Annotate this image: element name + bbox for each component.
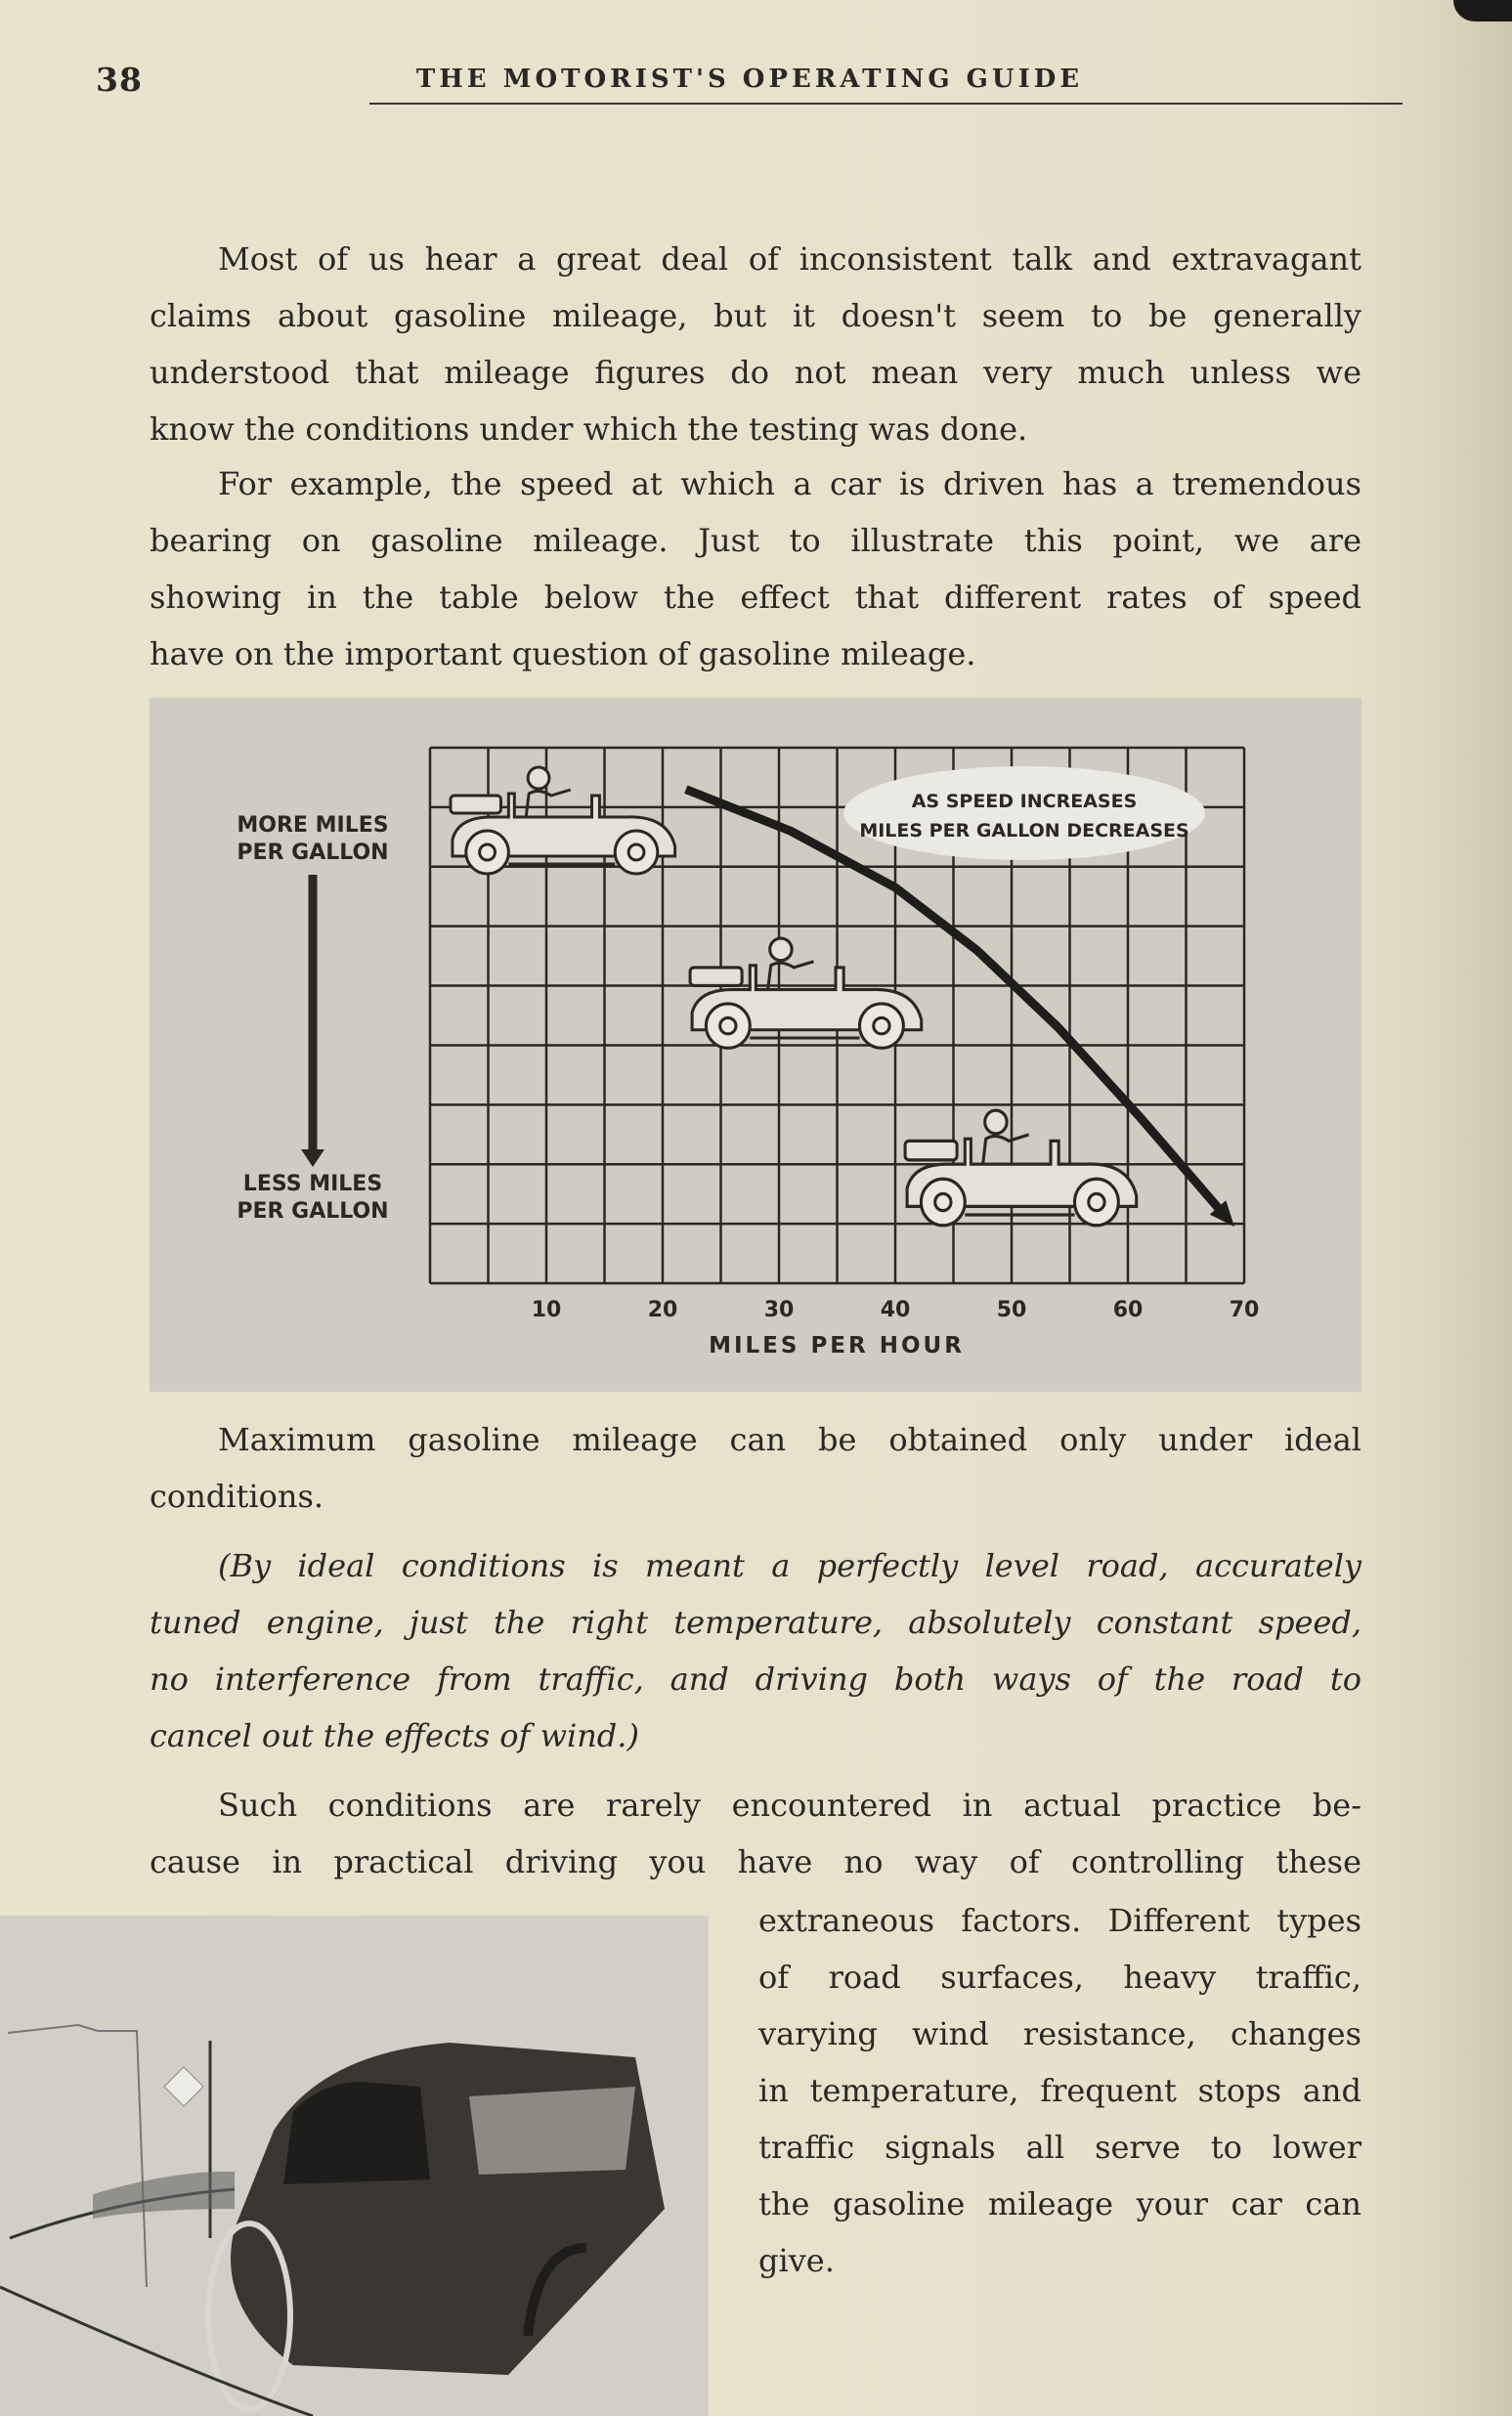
text-line: Most of us hear a great deal of inconsistent talk and extravagant <box>218 240 1361 278</box>
slow-car-illustration <box>451 767 675 874</box>
text-line: know the conditions under which the testing was done. <box>150 410 1028 448</box>
chart-svg <box>150 698 1361 1392</box>
paragraph-6 <box>758 1892 1361 2289</box>
x-tick-label: 60 <box>1112 1298 1144 1322</box>
text-line: bearing on gasoline mileage. Just to illustrate this point, we are <box>150 522 1361 559</box>
y-direction-arrow-head <box>301 1149 324 1167</box>
road-sign <box>164 2067 203 2106</box>
paragraph-5 <box>150 1777 1361 1890</box>
medium-speed-car-illustration <box>690 938 922 1048</box>
page-number: 38 <box>96 61 143 99</box>
text-line: of road surfaces, heavy traffic, <box>758 1959 1361 1996</box>
text-line: in temperature, frequent stops and <box>758 2072 1361 2109</box>
text-line: understood that mileage figures do not mean very much unless we <box>150 354 1361 391</box>
text-line: extraneous factors. Different types <box>758 1902 1361 1939</box>
paragraph-ideal-conditions <box>150 1537 1361 1764</box>
text-line: For example, the speed at which a car is driven has a tremendous <box>218 465 1361 502</box>
text-line: the gasoline mileage your car can <box>758 2185 1361 2222</box>
text-line: cause in practical driving you have no way of controlling these <box>150 1843 1361 1880</box>
text-line: have on the important question of gasoline mileage. <box>150 635 976 672</box>
x-tick-label: 40 <box>880 1298 911 1322</box>
y-label-less-line-2: PER GALLON <box>237 1199 389 1224</box>
text-line: varying wind resistance, changes <box>758 2015 1361 2052</box>
callout-cloud <box>843 766 1205 860</box>
y-label-less-line-1: LESS MILES <box>242 1172 383 1196</box>
car-sketch-illustration <box>0 1916 709 2416</box>
text-line: Maximum gasoline mileage can be obtained only under ideal <box>218 1421 1361 1458</box>
fast-car-illustration <box>905 1110 1137 1226</box>
text-line: (By ideal conditions is meant a perfectly level road, accurately <box>218 1547 1361 1584</box>
text-line: traffic signals all serve to lower <box>758 2129 1361 2166</box>
text-line: showing in the table below the effect that different rates of speed <box>150 579 1361 616</box>
x-tick-label: 70 <box>1229 1298 1260 1322</box>
paragraph-2 <box>150 455 1361 682</box>
text-line: tuned engine, just the right temperature, absolutely constant speed, <box>150 1604 1361 1641</box>
y-label-more-line-2: PER GALLON <box>237 841 389 865</box>
x-axis-label: MILES PER HOUR <box>709 1333 965 1359</box>
callout-line-1: AS SPEED INCREASES <box>911 791 1138 812</box>
text-line: claims about gasoline mileage, but it doesn't seem to be generally <box>150 297 1361 334</box>
x-tick-label: 10 <box>531 1298 562 1322</box>
text-line: cancel out the effects of wind.) <box>150 1717 639 1754</box>
x-tick-label: 20 <box>647 1298 678 1322</box>
text-line: conditions. <box>150 1478 324 1515</box>
text-line: no interference from traffic, and driving both ways of the road to <box>150 1661 1361 1698</box>
paragraph-3 <box>150 1411 1361 1525</box>
car-sketch-svg <box>0 1916 709 2416</box>
x-tick-label: 30 <box>763 1298 795 1322</box>
x-tick-labels <box>532 1298 1260 1322</box>
callout-line-2: MILES PER GALLON DECREASES <box>859 820 1189 841</box>
paragraph-1 <box>150 231 1361 457</box>
x-tick-label: 50 <box>996 1298 1027 1322</box>
header-rule <box>369 103 1403 105</box>
running-title: THE MOTORIST'S OPERATING GUIDE <box>415 65 1084 94</box>
page-corner-shadow <box>1453 0 1512 22</box>
y-label-more-line-1: MORE MILES <box>237 813 389 838</box>
text-line: Such conditions are rarely encountered in actual practice be- <box>218 1787 1361 1824</box>
mileage-speed-chart <box>150 698 1361 1392</box>
text-line: give. <box>758 2242 835 2279</box>
